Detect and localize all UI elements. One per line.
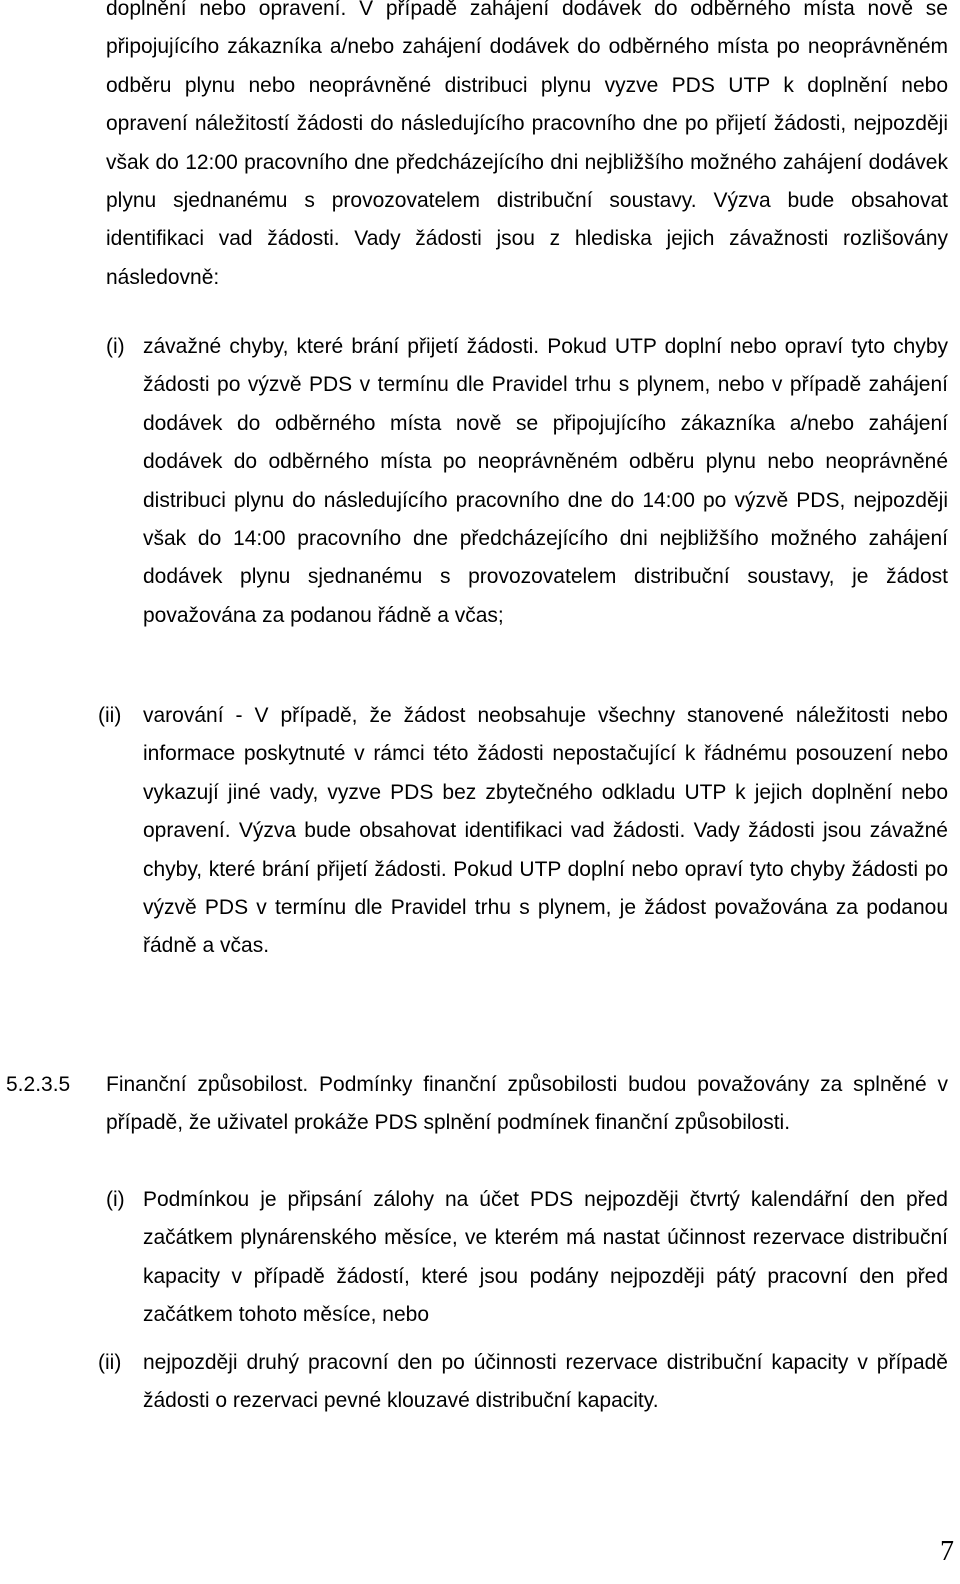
finance-item-1-marker: (i): [106, 1188, 125, 1211]
finance-item-1-text: Podmínkou je připsání zálohy na účet PDS nejpozději čtvrtý kalendářní den před začátkem plynárenského měsíce, ve kterém má nastat účinnost rezervace distribuční kapacity v případě žádostí, které jsou podány nejpozději pátý pracovní den před začátkem tohoto měsíce, nebo: [143, 1188, 948, 1327]
defect-item-1-marker: (i): [106, 335, 125, 358]
defect-item-1-text: závažné chyby, které brání přijetí žádosti. Pokud UTP doplní nebo opraví tyto chyby žádosti po výzvě PDS v termínu dle Pravidel trhu s plynem, nebo v případě zahájení dodávek do odběrného místa nově se připojujícího zákazníka a/nebo zahájení dodávek do odběrného místa po neoprávněném odběru plynu nebo neoprávněné distribuci plynu do následujícího pracovního dne do 14:00 po výzvě PDS, nejpozději však do 14:00 pracovního dne předcházejícího dni nejbližšího možného zahájení dodávek plynu sjednanému s provozovatelem distribuční soustavy, je žádost považována za podanou řádně a včas;: [143, 335, 948, 627]
finance-item-2-text: nejpozději druhý pracovní den po účinnosti rezervace distribuční kapacity v případě žádosti o rezervaci pevné klouzavé distribuční kapacity.: [143, 1351, 948, 1413]
section-text: Finanční způsobilost. Podmínky finanční způsobilosti budou považovány za splněné v případě, že uživatel prokáže PDS splnění podmínek finanční způsobilosti.: [106, 1073, 948, 1135]
section-number: 5.2.3.5: [6, 1073, 71, 1096]
page-number: 7: [940, 1536, 954, 1567]
defect-item-2-text: varování - V případě, že žádost neobsahuje všechny stanovené náležitosti nebo informace poskytnuté v rámci této žádosti nepostačující k řádnému posouzení nebo vykazují jiné vady, vyzve PDS bez zbytečného odkladu UTP k jejich doplnění nebo opravení. Výzva bude obsahovat identifikaci vad žádosti. Vady žádosti jsou závažné chyby, které brání přijetí žádosti. Pokud UTP doplní nebo opraví tyto chyby žádosti po výzvě PDS v termínu dle Pravidel trhu s plynem, je žádost považována za podanou řádně a včas.: [143, 704, 948, 958]
intro-paragraph: doplnění nebo opravení. V případě zahájení dodávek do odběrného místa nově se připojujícího zákazníka a/nebo zahájení dodávek do odběrného místa po neoprávněném odběru plynu nebo neoprávněné distribuci plynu vyzve PDS UTP k doplnění nebo opravení náležitostí žádosti do následujícího pracovního dne po přijetí žádosti, nejpozději však do 12:00 pracovního dne předcházejícího dni nejbližšího možného zahájení dodávek plynu sjednanému s provozovatelem distribuční soustavy. Výzva bude obsahovat identifikaci vad žádosti. Vady žádosti jsou z hlediska jejich závažnosti rozlišovány následovně:: [106, 0, 948, 289]
defect-item-2-marker: (ii): [98, 704, 122, 727]
finance-item-2-marker: (ii): [98, 1351, 122, 1374]
